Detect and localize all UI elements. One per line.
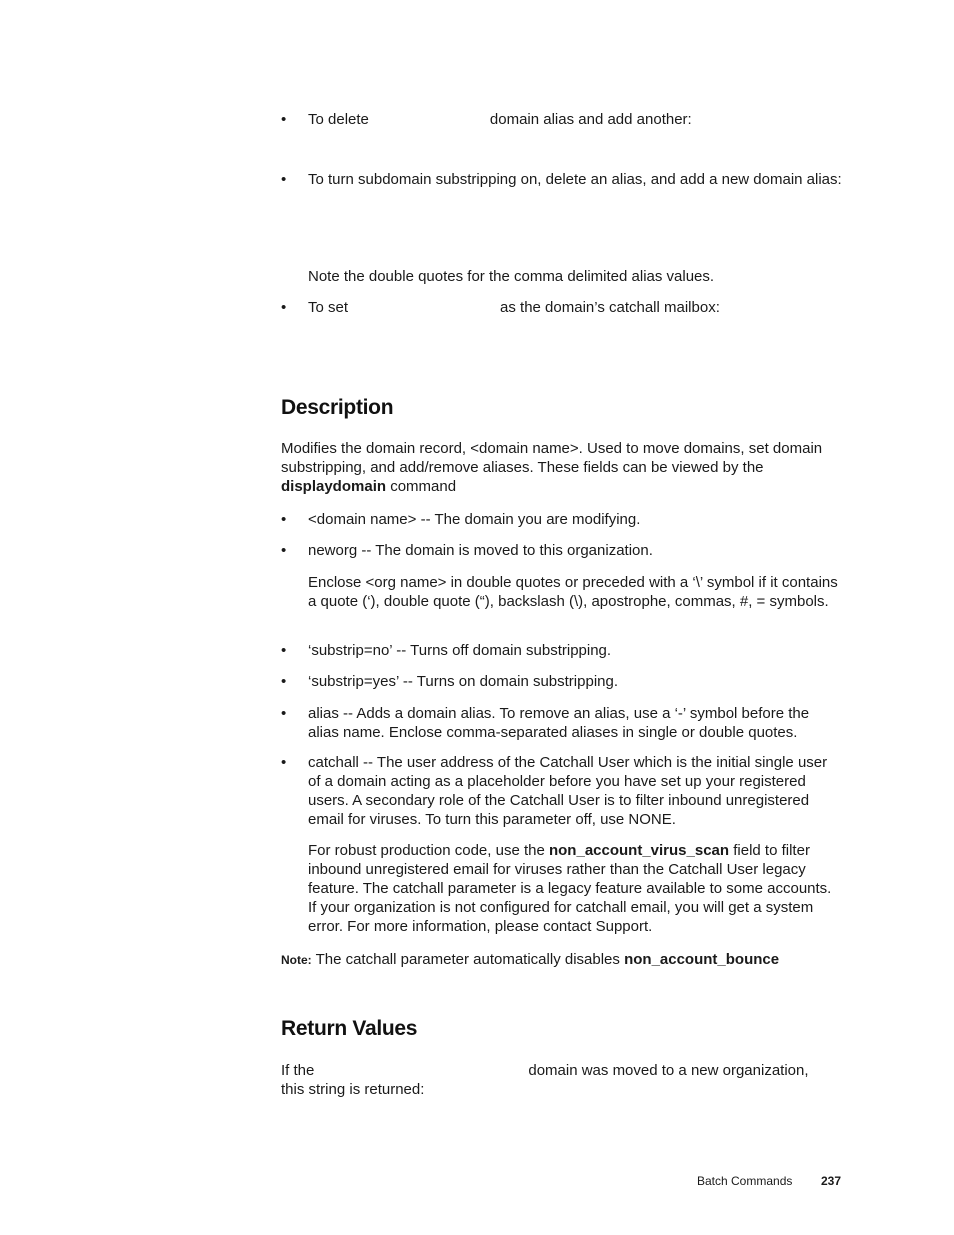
item-substrip-no: ‘substrip=no’ -- Turns off domain substripping. [308, 642, 612, 659]
return-line1-before: If the [281, 1062, 315, 1079]
description-heading: Description [281, 396, 394, 419]
catchall-set-after: as the domain’s catchall mailbox: [500, 299, 720, 316]
bullet: • [281, 511, 287, 528]
non-account-virus-scan-field: non_account_virus_scan [548, 842, 730, 859]
displaydomain-command: displaydomain [281, 478, 387, 495]
delete-alias-example [308, 110, 843, 129]
bullet: • [281, 642, 287, 659]
return-line1-after: domain was moved to a new organization, [528, 1062, 809, 1079]
bullet: • [281, 542, 287, 559]
delete-alias-before: To delete [308, 111, 369, 128]
item-neworg-detail: Enclose <org name> in double quotes or preceded with a ‘\’ symbol if it contains a quote (‘), double quote (“), backslash (\), apostrophe, commas, #, = symbols. [308, 574, 838, 610]
intro-text: Modifies the domain record, <domain name>. Used to move domains, set domain substripping, and add/remove aliases. These fields can be viewed by the [281, 440, 823, 476]
return-values-text [281, 1061, 846, 1099]
bullet: • [281, 111, 287, 128]
intro-suffix: command [390, 478, 457, 495]
robust-prefix: For robust production code, use the [308, 842, 545, 859]
item-robust-code [308, 841, 843, 936]
bullet: • [281, 754, 287, 771]
delete-alias-after: domain alias and add another: [489, 111, 692, 128]
return-values-heading: Return Values [281, 1017, 418, 1040]
item-neworg: neworg -- The domain is moved to this organization. [308, 542, 653, 559]
page-number: 237 [821, 1174, 842, 1188]
non-account-bounce-field: non_account_bounce [624, 951, 780, 968]
note-label: Note: [281, 953, 312, 967]
note-text: The catchall parameter automatically disables [315, 951, 620, 968]
catchall-note [281, 950, 846, 970]
item-catchall: catchall -- The user address of the Catchall User which is the initial single user of a domain acting as a placeholder before you have set up your registered users. A secondary role of the Catchall User is to filter inbound unregistered email for viruses. To turn this parameter off, use NONE. [308, 754, 828, 828]
catchall-set-before: To set [308, 299, 349, 316]
item-alias: alias -- Adds a domain alias. To remove an alias, use a ‘-’ symbol before the alias name. Enclose comma-separated aliases in single or double quotes. [308, 705, 810, 741]
catchall-set-example [308, 298, 843, 317]
return-line2: this string is returned: [281, 1081, 425, 1098]
note-double-quotes: Note the double quotes for the comma delimited alias values. [308, 268, 715, 285]
footer-section-title: Batch Commands [697, 1174, 793, 1188]
description-intro [281, 439, 846, 496]
bullet: • [281, 171, 287, 188]
substrip-alias-example: To turn subdomain substripping on, delete an alias, and add a new domain alias: [308, 171, 842, 188]
item-substrip-yes: ‘substrip=yes’ -- Turns on domain substripping. [308, 673, 619, 690]
bullet: • [281, 673, 287, 690]
bullet: • [281, 299, 287, 316]
robust-suffix: field to filter inbound unregistered email for viruses rather than the Catchall User legacy feature. The catchall parameter is a legacy feature available to some accounts. If your organization is not configured for catchall email, you will get a system error. For more information, please contact Support. [308, 842, 832, 935]
bullet: • [281, 705, 287, 722]
item-domain-name: <domain name> -- The domain you are modifying. [308, 511, 641, 528]
